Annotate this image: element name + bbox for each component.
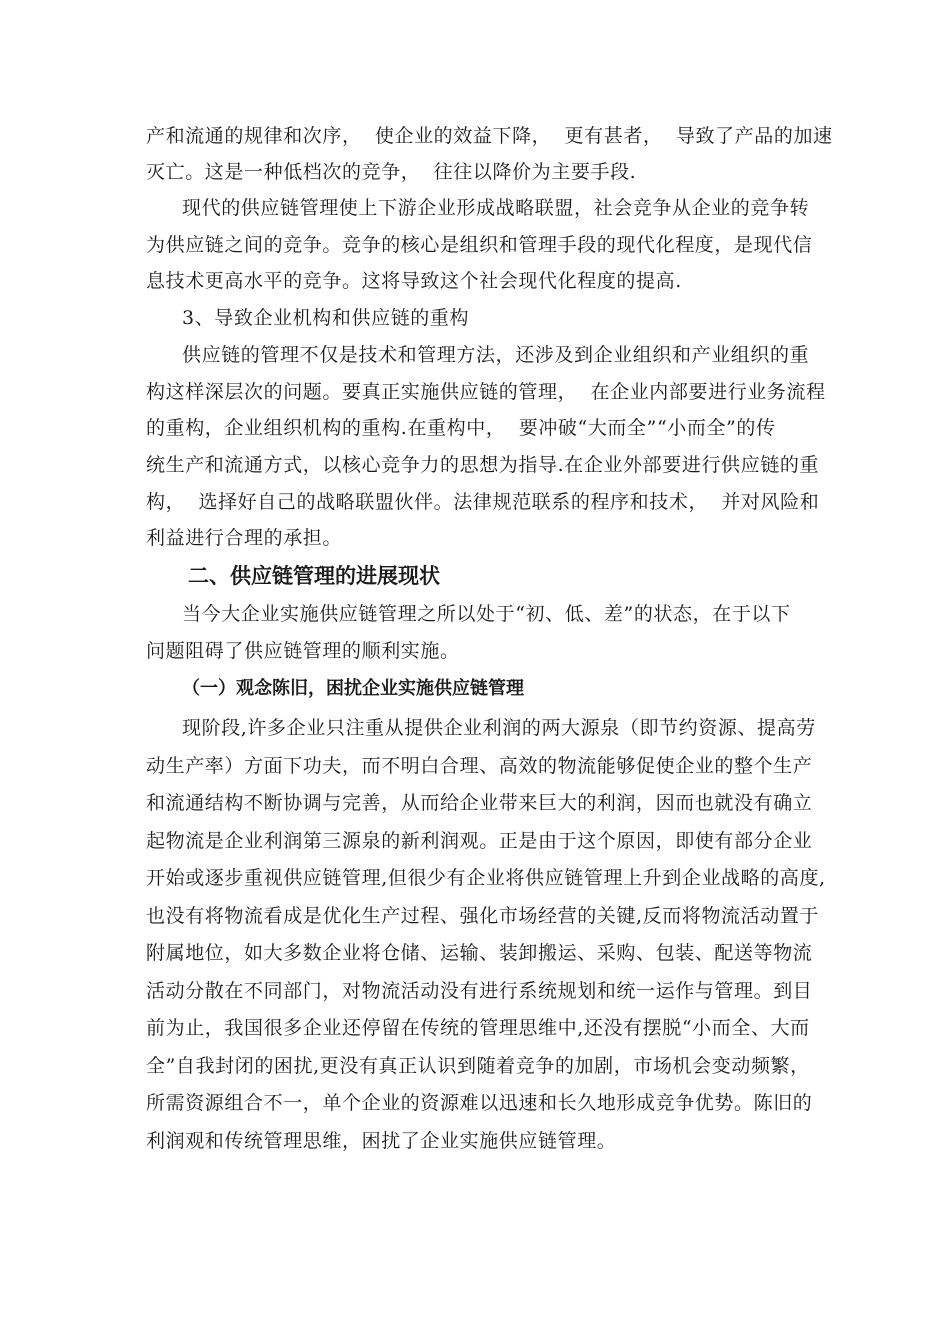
para-restructure-line-4: 统生产和流通方式，以核心竞争力的思想为指导.在企业外部要进行供应链的重 — [146, 454, 820, 476]
para-restructure-line-3: 的重构，企业组织机构的重构.在重构中， 要冲破“大而全”“小而全”的传 — [146, 417, 776, 439]
intro-line-1: 产和流通的规律和次序， 使企业的效益下降， 更有甚者， 导致了产品的加速 — [146, 125, 833, 147]
para-restructure-line-2: 构这样深层次的问题。要真正实施供应链的管理， 在企业内部要进行业务流程 — [146, 381, 826, 403]
para-status-line-2: 问题阻碍了供应链管理的顺利实施。 — [146, 640, 460, 662]
para-concept-line-3: 和流通结构不断协调与完善，从而给企业带来巨大的利润，因而也就没有确立 — [146, 792, 813, 814]
para-concept-line-9: 前为止，我国很多企业还停留在传统的管理思维中,还没有摆脱“小而全、大而 — [146, 1017, 810, 1039]
subsection1-title: （一）观念陈旧，困扰企业实施供应链管理 — [182, 678, 524, 699]
para-restructure-line-1: 供应链的管理不仅是技术和管理方法，还涉及到企业组织和产业组织的重 — [182, 344, 810, 366]
para-restructure-line-5: 构， 选择好自己的战略联盟伙伴。法律规范联系的程序和技术， 并对风险和 — [146, 491, 820, 513]
para-concept-line-7: 附属地位，如大多数企业将仓储、运输、装卸搬运、采购、包装、配送等物流 — [146, 942, 813, 964]
para-restructure-line-6: 利益进行合理的承担。 — [146, 527, 343, 549]
para-concept-line-11: 所需资源组合不一，单个企业的资源难以迅速和长久地形成竞争优势。陈旧的 — [146, 1092, 813, 1114]
para-concept-line-4: 起物流是企业利润第三源泉的新利润观。正是由于这个原因，即使有部分企业 — [146, 830, 813, 852]
para-concept-line-10: 全”自我封闭的困扰,更没有真正认识到随着竞争的加剧，市场机会变动频繁， — [146, 1055, 810, 1077]
para-concept-line-6: 也没有将物流看成是优化生产过程、强化市场经营的关键,反而将物流活动置于 — [146, 905, 820, 927]
para-concept-line-5: 开始或逐步重视供应链管理,但很少有企业将供应链管理上升到企业战略的高度, — [146, 867, 826, 889]
para-modern-line-2: 为供应链之间的竞争。竞争的核心是组织和管理手段的现代化程度，是现代信 — [146, 234, 813, 256]
item3-title: 3、导致企业机构和供应链的重构 — [182, 307, 470, 329]
para-concept-line-1: 现阶段,许多企业只注重从提供企业利润的两大源泉（即节约资源、提高劳 — [182, 717, 816, 739]
para-modern-line-1: 现代的供应链管理使上下游企业形成战略联盟，社会竞争从企业的竞争转 — [182, 197, 810, 219]
para-concept-line-8: 活动分散在不同部门，对物流活动没有进行系统规划和统一运作与管理。到目 — [146, 980, 813, 1002]
intro-line-2: 灭亡。这是一种低档次的竞争， 往往以降价为主要手段. — [146, 161, 637, 183]
para-concept-line-12: 利润观和传统管理思维，困扰了企业实施供应链管理。 — [146, 1130, 617, 1152]
para-concept-line-2: 动生产率）方面下功夫，而不明白合理、高效的物流能够促使企业的整个生产 — [146, 755, 813, 777]
para-status-line-1: 当今大企业实施供应链管理之所以处于“初、低、差”的状态，在于以下 — [182, 603, 791, 625]
section2-title: 二、供应链管理的进展现状 — [188, 564, 440, 588]
para-modern-line-3: 息技术更高水平的竞争。这将导致这个社会现代化程度的提高. — [146, 270, 682, 292]
